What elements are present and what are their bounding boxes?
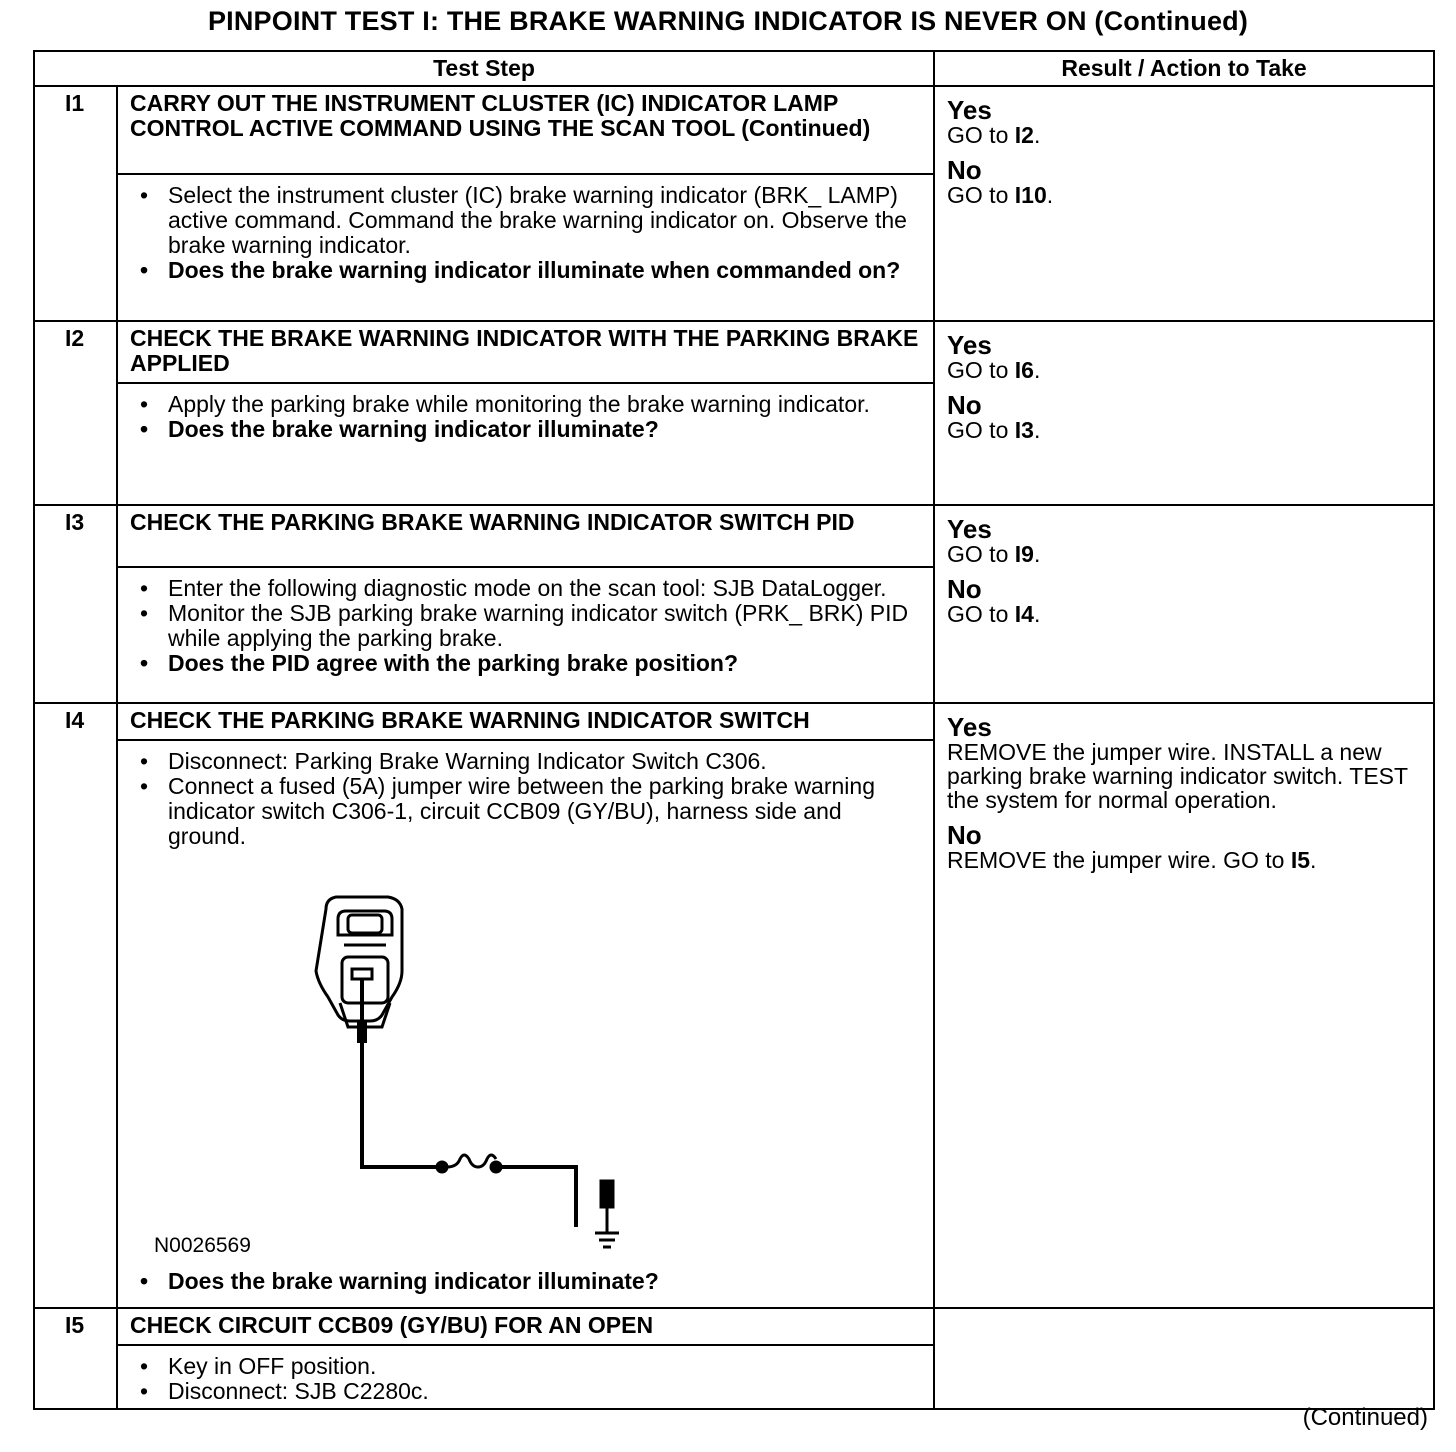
result-cell <box>934 321 1434 505</box>
step-bullets <box>130 1354 921 1404</box>
list-item: • Key in OFF position. <box>130 1354 921 1379</box>
page-title: PINPOINT TEST I: THE BRAKE WARNING INDICATOR IS NEVER ON (Continued) <box>207 6 1249 36</box>
header-test-step: Test Step <box>34 51 934 86</box>
no-label: No <box>947 390 982 420</box>
step-heading-row <box>34 1308 1434 1345</box>
step-heading: CHECK THE PARKING BRAKE WARNING INDICATOR SWITCH PID <box>117 505 934 567</box>
yes-label: Yes <box>947 712 992 742</box>
step-heading: CHECK THE PARKING BRAKE WARNING INDICATOR SWITCH <box>117 703 934 740</box>
step-ref: I10 <box>1014 182 1047 208</box>
yes-action: GO to I6. <box>947 357 1041 383</box>
yes-label: Yes <box>947 95 992 125</box>
jumper-wire <box>362 979 576 1227</box>
list-item: • Disconnect: SJB C2280c. <box>130 1379 921 1404</box>
result-cell <box>934 703 1434 1308</box>
connector-icon <box>316 897 402 1027</box>
yes-label: Yes <box>947 514 992 544</box>
step-bullets <box>130 392 921 442</box>
no-action: GO to I3. <box>947 417 1041 443</box>
fuse-icon <box>437 1155 501 1172</box>
list-item: • Apply the parking brake while monitoring the brake warning indicator. <box>130 392 921 417</box>
list-item: • Does the brake warning indicator illuminate? <box>130 1269 921 1294</box>
step-body <box>117 174 934 321</box>
step-bullets <box>130 749 921 849</box>
continued-note: (Continued) <box>1302 1404 1428 1431</box>
no-action: REMOVE the jumper wire. GO to I5. <box>947 847 1317 873</box>
step-id: I2 <box>34 321 117 383</box>
no-label: No <box>947 820 982 850</box>
step-bullets <box>130 576 921 676</box>
step-body <box>117 740 934 1308</box>
step-body <box>117 383 934 505</box>
ground-icon <box>579 1179 639 1259</box>
step-body <box>117 567 934 703</box>
figure-id: N0026569 <box>154 1234 251 1257</box>
yes-label: Yes <box>947 330 992 360</box>
step-id: I3 <box>34 505 117 567</box>
wiring-figure <box>130 849 921 1269</box>
list-item: • Does the PID agree with the parking brake position? <box>130 651 921 676</box>
no-action: GO to I10. <box>947 182 1054 208</box>
list-item: • Does the brake warning indicator illuminate? <box>130 417 921 442</box>
header-result-action: Result / Action to Take <box>934 51 1434 86</box>
step-ref: I3 <box>1014 417 1034 443</box>
step-heading-row <box>34 321 1434 383</box>
list-item: • Enter the following diagnostic mode on the scan tool: SJB DataLogger. <box>130 576 921 601</box>
step-heading-row <box>34 703 1434 740</box>
step-heading: CARRY OUT THE INSTRUMENT CLUSTER (IC) INDICATOR LAMP CONTROL ACTIVE COMMAND USING THE SCAN TOOL (Continued) <box>117 86 934 174</box>
list-item: • Connect a fused (5A) jumper wire between the parking brake warning indicator switch C306-1, circuit CCB09 (GY/BU), harness side and ground. <box>130 774 921 849</box>
step-ref: I6 <box>1014 357 1034 383</box>
step-heading: CHECK CIRCUIT CCB09 (GY/BU) FOR AN OPEN <box>117 1308 934 1345</box>
step-heading: CHECK THE BRAKE WARNING INDICATOR WITH THE PARKING BRAKE APPLIED <box>117 321 934 383</box>
list-item: • Disconnect: Parking Brake Warning Indicator Switch C306. <box>130 749 921 774</box>
list-item: • Monitor the SJB parking brake warning indicator switch (PRK_ BRK) PID while applying the parking brake. <box>130 601 921 651</box>
step-body <box>117 1345 934 1409</box>
result-cell <box>934 1308 1434 1409</box>
table-header-row <box>34 51 1434 86</box>
wiring-diagram <box>130 849 730 1229</box>
step-bullets <box>130 183 921 283</box>
pinpoint-test-table <box>33 50 1435 1410</box>
step-heading-row <box>34 505 1434 567</box>
step-id: I4 <box>34 703 117 740</box>
yes-action: REMOVE the jumper wire. INSTALL a new parking brake warning indicator switch. TEST the system for normal operation. <box>947 739 1408 813</box>
step-id: I1 <box>34 86 117 174</box>
no-action: GO to I4. <box>947 601 1041 627</box>
no-label: No <box>947 574 982 604</box>
yes-action: GO to I2. <box>947 122 1041 148</box>
step-ref: I9 <box>1014 541 1034 567</box>
step-heading-row <box>34 86 1434 174</box>
result-cell <box>934 505 1434 703</box>
result-cell <box>934 86 1434 321</box>
step-ref: I2 <box>1014 122 1034 148</box>
no-label: No <box>947 155 982 185</box>
terminal-pin-icon <box>357 1021 367 1043</box>
list-item: • Select the instrument cluster (IC) brake warning indicator (BRK_ LAMP) active command. Command the brake warning indicator on. Observe the brake warning indicator. <box>130 183 921 258</box>
step-ref: I5 <box>1290 847 1311 873</box>
step-bullets <box>130 1269 921 1294</box>
step-id: I5 <box>34 1308 117 1345</box>
list-item: • Does the brake warning indicator illuminate when commanded on? <box>130 258 921 283</box>
yes-action: GO to I9. <box>947 541 1041 567</box>
step-ref: I4 <box>1014 601 1034 627</box>
